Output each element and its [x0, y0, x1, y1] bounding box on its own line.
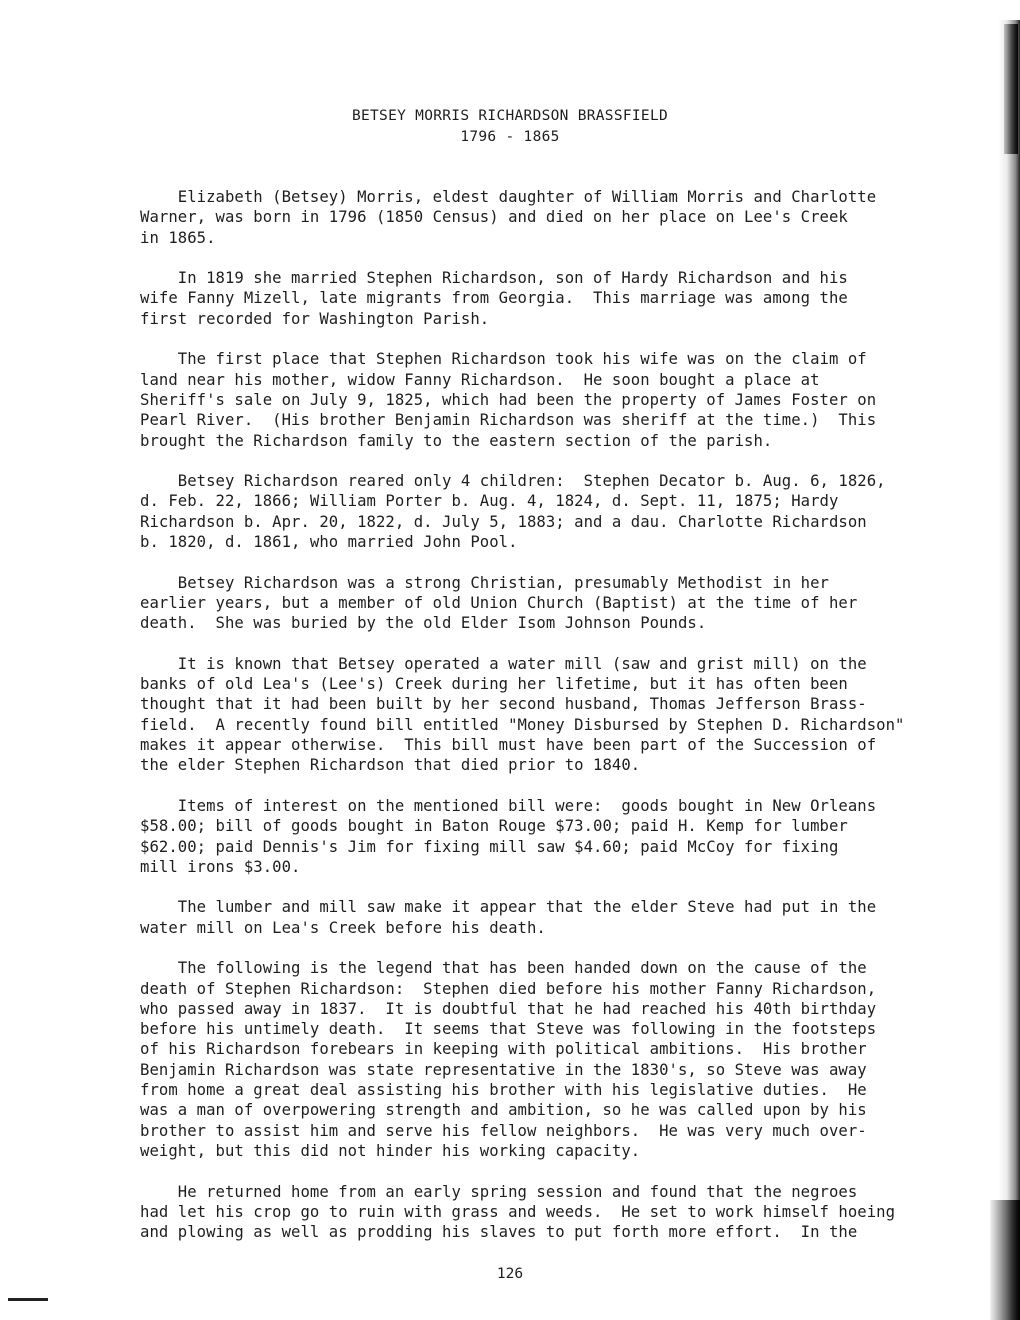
text-line: $58.00; bill of goods bought in Baton Rouge $73.00; paid H. Kemp for lumber — [140, 817, 848, 836]
text-line: The lumber and mill saw make it appear that the elder Steve had put in the — [140, 898, 877, 917]
paragraph — [140, 796, 940, 877]
text-line: the elder Stephen Richardson that died prior to 1840. — [140, 756, 641, 775]
paragraph — [140, 958, 940, 1161]
document-body — [140, 187, 940, 1263]
scan-edge-mark-top — [1004, 24, 1018, 154]
text-line: was a man of overpowering strength and ambition, so he was called upon by his — [140, 1101, 867, 1120]
text-line: Warner, was born in 1796 (1850 Census) and died on her place on Lee's Creek — [140, 208, 848, 227]
paragraph — [140, 268, 940, 329]
page-number: 126 — [496, 1266, 524, 1282]
text-line: The following is the legend that has been handed down on the cause of the — [140, 959, 867, 978]
text-line: d. Feb. 22, 1866; William Porter b. Aug. 4, 1824, d. Sept. 11, 1875; Hardy — [140, 492, 839, 511]
text-line: Elizabeth (Betsey) Morris, eldest daughter of William Morris and Charlotte — [140, 188, 877, 206]
text-line: Items of interest on the mentioned bill were: goods bought in New Orleans — [140, 796, 877, 815]
text-line: Benjamin Richardson was state representative in the 1830's, so Steve was away — [140, 1060, 867, 1079]
text-line: and plowing as well as prodding his slaves to put forth more effort. In the — [140, 1223, 858, 1242]
text-line: It is known that Betsey operated a water mill (saw and grist mill) on the — [140, 654, 867, 673]
text-line: brought the Richardson family to the eastern section of the parish. — [140, 431, 773, 450]
paragraph — [140, 654, 940, 776]
text-line: in 1865. — [140, 228, 216, 247]
paragraph — [140, 897, 940, 938]
text-line: mill irons $3.00. — [140, 857, 301, 876]
text-line: death. She was buried by the old Elder Isom Johnson Pounds. — [140, 614, 707, 633]
text-line: $62.00; paid Dennis's Jim for fixing mill saw $4.60; paid McCoy for fixing — [140, 837, 839, 856]
paragraph — [140, 349, 940, 450]
document-title: BETSEY MORRIS RICHARDSON BRASSFIELD — [351, 108, 669, 124]
text-line: wife Fanny Mizell, late migrants from Georgia. This marriage was among the — [140, 289, 848, 308]
text-line: who passed away in 1837. It is doubtful that he had reached his 40th birthday — [140, 999, 877, 1018]
scan-corner-mark — [8, 1298, 48, 1301]
text-line: makes it appear otherwise. This bill must have been part of the Succession of — [140, 736, 877, 755]
scan-edge-shadow — [998, 20, 1020, 1320]
text-line: from home a great deal assisting his brother with his legislative duties. He — [140, 1081, 867, 1100]
document-dates: 1796 - 1865 — [460, 129, 560, 145]
text-line: He returned home from an early spring session and found that the negroes — [140, 1182, 858, 1201]
text-line: before his untimely death. It seems that Steve was following in the footsteps — [140, 1020, 877, 1039]
text-line: weight, but this did not hinder his working capacity. — [140, 1141, 641, 1160]
text-line: b. 1820, d. 1861, who married John Pool. — [140, 533, 518, 552]
paragraph — [140, 1182, 940, 1243]
text-line: In 1819 she married Stephen Richardson, son of Hardy Richardson and his — [140, 269, 848, 288]
paragraph — [140, 471, 940, 552]
scan-edge-mark-bottom — [990, 1200, 1020, 1320]
text-line: The first place that Stephen Richardson took his wife was on the claim of — [140, 350, 867, 369]
paragraph — [140, 573, 940, 634]
text-line: had let his crop go to ruin with grass and weeds. He set to work himself hoeing — [140, 1202, 896, 1221]
text-line: earlier years, but a member of old Union Church (Baptist) at the time of her — [140, 593, 858, 612]
text-line: first recorded for Washington Parish. — [140, 309, 490, 328]
text-line: land near his mother, widow Fanny Richardson. He soon bought a place at — [140, 370, 820, 389]
text-line: death of Stephen Richardson: Stephen died before his mother Fanny Richardson, — [140, 979, 877, 998]
text-line: Betsey Richardson was a strong Christian, presumably Methodist in her — [140, 573, 829, 592]
text-line: Betsey Richardson reared only 4 children: Stephen Decator b. Aug. 6, 1826, — [140, 472, 886, 491]
document-header — [0, 106, 1020, 148]
text-line: thought that it had been built by her second husband, Thomas Jefferson Brass- — [140, 695, 867, 714]
text-line: of his Richardson forebears in keeping with political ambitions. His brother — [140, 1040, 867, 1059]
text-line: brother to assist him and serve his fellow neighbors. He was very much over- — [140, 1121, 867, 1140]
text-line: banks of old Lea's (Lee's) Creek during her lifetime, but it has often been — [140, 675, 848, 694]
text-line: Pearl River. (His brother Benjamin Richardson was sheriff at the time.) This — [140, 411, 877, 430]
text-line: field. A recently found bill entitled "Money Disbursed by Stephen D. Richardson" — [140, 715, 905, 734]
text-line: water mill on Lea's Creek before his death. — [140, 918, 546, 937]
text-line: Richardson b. Apr. 20, 1822, d. July 5, 1883; and a dau. Charlotte Richardson — [140, 512, 867, 531]
text-line: Sheriff's sale on July 9, 1825, which had been the property of James Foster on — [140, 390, 877, 409]
paragraph — [140, 187, 940, 248]
